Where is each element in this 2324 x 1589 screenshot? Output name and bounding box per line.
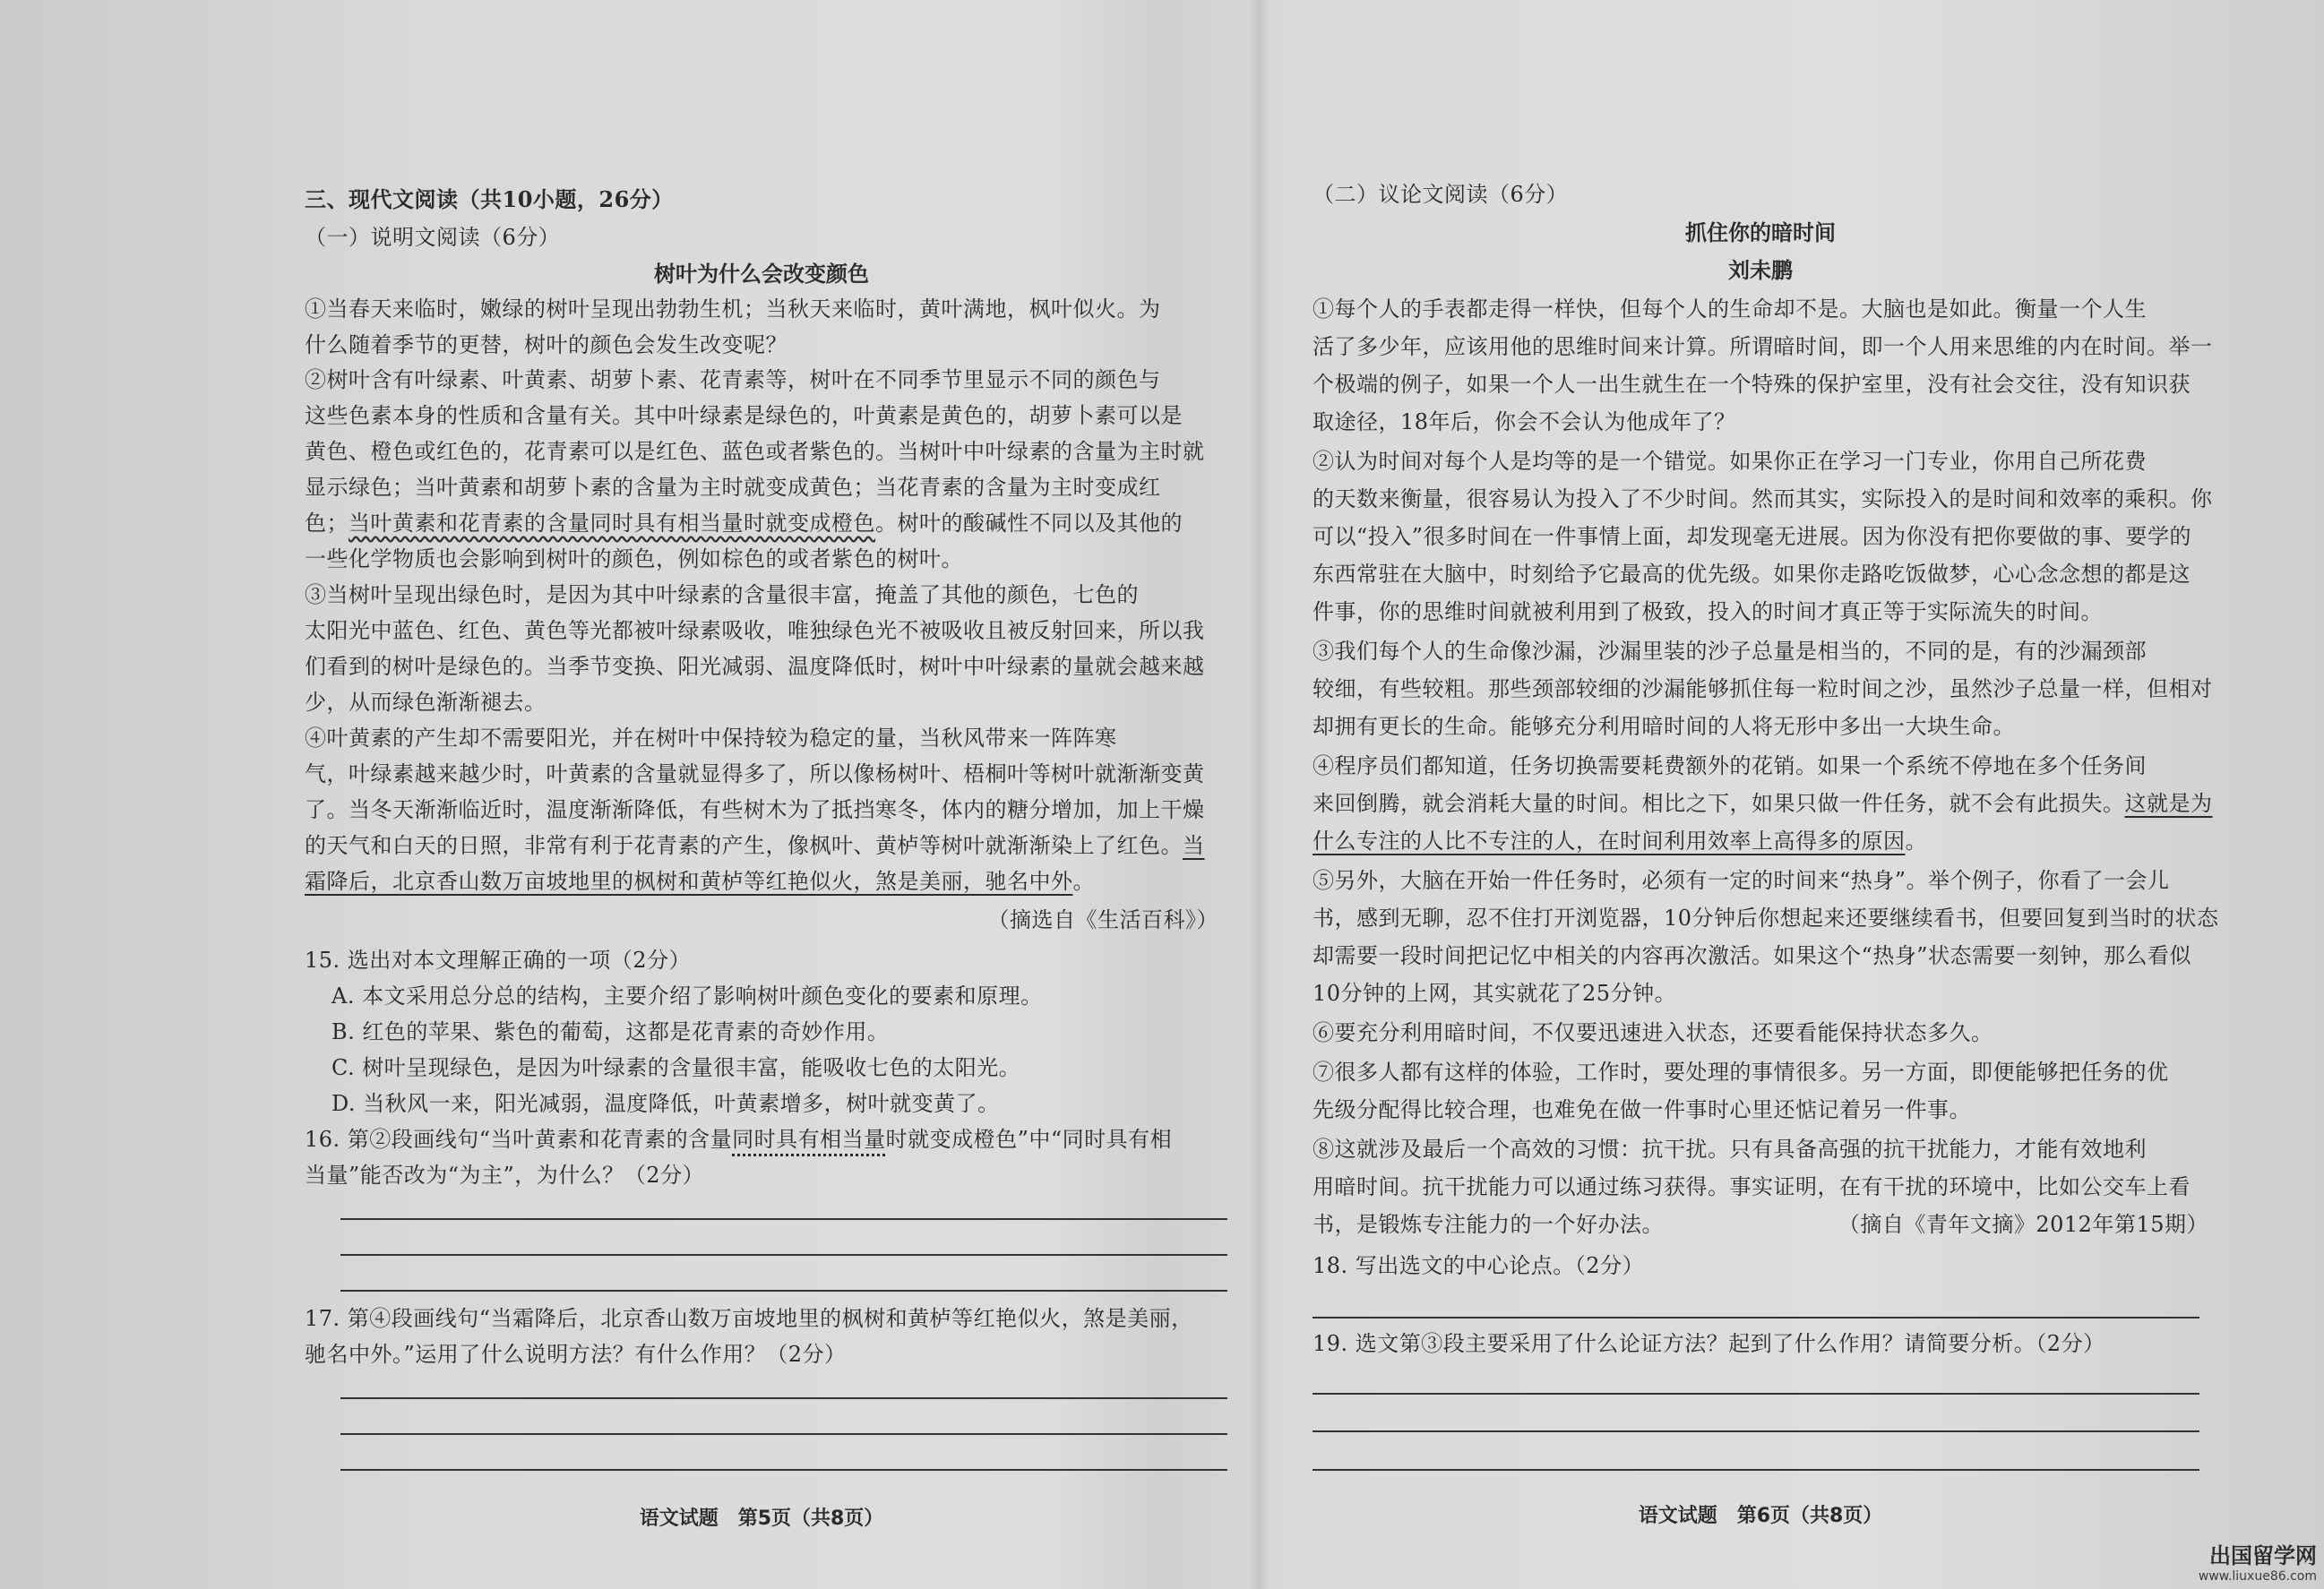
watermark-title: 出国留学网 bbox=[2209, 1543, 2317, 1568]
text-span: 。 bbox=[1905, 829, 1927, 854]
paragraph-line: 书，是锻炼专注能力的一个好办法。 bbox=[1313, 1212, 1664, 1237]
section-title: 三、现代文阅读（共10小题，26分） bbox=[305, 186, 674, 212]
answer-line bbox=[340, 1469, 1227, 1471]
answer-line bbox=[1313, 1430, 2199, 1432]
paragraph-line: ③当树叶呈现出绿色时，是因为其中叶绿素的含量很丰富，掩盖了其他的颜色，七色的 bbox=[305, 582, 1139, 607]
text-span: 。树叶的酸碱性不同以及其他的 bbox=[875, 511, 1183, 536]
page-footer: 语文试题 第6页（共8页） bbox=[1638, 1505, 1883, 1527]
paragraph-line: 东西常驻在大脑中，时刻给予它最高的优先级。如果你走路吃饭做梦，心心念念想的都是这 bbox=[1313, 562, 2191, 587]
underlined-sentence: 当 bbox=[1183, 833, 1205, 858]
paragraph-line: 先级分配得比较合理，也难免在做一件事时心里还惦记着另一件事。 bbox=[1313, 1097, 1971, 1122]
subsection-title: （二）议论文阅读（6分） bbox=[1313, 182, 1569, 207]
paragraph-line: 的天数来衡量，很容易认为投入了不少时间。然而其实，实际投入的是时间和效率的乘积。你 bbox=[1313, 486, 2213, 511]
text-span: 色； bbox=[305, 511, 349, 536]
paragraph-line: ③我们每个人的生命像沙漏，沙漏里装的沙子总量是相当的，不同的是，有的沙漏颈部 bbox=[1313, 639, 2147, 664]
watermark-logo bbox=[2199, 1538, 2317, 1584]
text-span: 的天气和白天的日照，非常有利于花青素的产生，像枫叶、黄栌等树叶就渐渐染上了红色。 bbox=[305, 833, 1183, 858]
paragraph-line: ①每个人的手表都走得一样快，但每个人的生命却不是。大脑也是如此。衡量一个人生 bbox=[1313, 296, 2147, 322]
paragraph-line: 这些色素本身的性质和含量有关。其中叶绿素是绿色的，叶黄素是黄色的，胡萝卜素可以是 bbox=[305, 403, 1183, 428]
paragraph-line: ⑧这就涉及最后一个高效的习惯：抗干扰。只有具备高强的抗干扰能力，才能有效地利 bbox=[1313, 1137, 2147, 1162]
paragraph-line: ⑦很多人都有这样的体验，工作时，要处理的事情很多。另一方面，即便能够把任务的优 bbox=[1313, 1060, 2169, 1085]
question-15: 15. 选出对本文理解正确的一项（2分） bbox=[305, 948, 692, 973]
paragraph-line: 一些化学物质也会影响到树叶的颜色，例如棕色的或者紫色的树叶。 bbox=[305, 546, 963, 571]
dotted-emphasis: 同时具有相当量 bbox=[732, 1127, 886, 1152]
article-title: 树叶为什么会改变颜色 bbox=[654, 261, 869, 287]
paragraph-line: 取途径，18年后，你会不会认为他成年了？ bbox=[1313, 409, 1736, 434]
paragraph-line: 较细，有些较粗。那些颈部较细的沙漏能够抓住每一粒时间之沙，虽然沙子总量一样，但相对 bbox=[1313, 676, 2213, 701]
paragraph-line: 活了多少年，应该用他的思维时间来计算。所谓暗时间，即一个人用来思维的内在时间。举一 bbox=[1313, 334, 2213, 359]
answer-line bbox=[340, 1254, 1227, 1256]
question-19: 19. 选文第③段主要采用了什么论证方法？起到了什么作用？请简要分析。（2分） bbox=[1313, 1331, 2105, 1356]
answer-line bbox=[1313, 1393, 2199, 1395]
underlined-sentence: 霜降后，北京香山数万亩坡地里的枫树和黄栌等红艳似火，煞是美丽，驰名中外 bbox=[305, 869, 1073, 894]
text-span: 16. 第②段画线句“当叶黄素和花青素的含量 bbox=[305, 1127, 733, 1152]
option-a: A. 本文采用总分总的结构，主要介绍了影响树叶颜色变化的要素和原理。 bbox=[331, 983, 1043, 1009]
question-17-line2: 驰名中外。”运用了什么说明方法？有什么作用？（2分） bbox=[305, 1342, 847, 1367]
text-span: 时就变成橙色”中“同时具有相 bbox=[885, 1127, 1173, 1152]
page-footer: 语文试题 第5页（共8页） bbox=[639, 1507, 884, 1530]
answer-line bbox=[340, 1290, 1227, 1292]
paragraph-line: ④程序员们都知道，任务切换需要耗费额外的花销。如果一个系统不停地在多个任务间 bbox=[1313, 753, 2147, 778]
answer-line bbox=[1313, 1317, 2199, 1318]
paragraph-line: 个极端的例子，如果一个人一出生就生在一个特殊的保护室里，没有社会交往，没有知识获 bbox=[1313, 372, 2191, 397]
answer-line bbox=[1313, 1469, 2199, 1471]
paragraph-line: 们看到的树叶是绿色的。当季节变换、阳光减弱、温度降低时，树叶中叶绿素的量就会越来越 bbox=[305, 654, 1205, 679]
article-author: 刘未鹏 bbox=[1728, 257, 1793, 283]
text-span: 来回倒腾，就会消耗大量的时间。相比之下，如果只做一件任务，就不会有此损失。 bbox=[1313, 791, 2125, 816]
source-citation: （摘自《青年文摘》2012年第15期） bbox=[1838, 1212, 2208, 1237]
paragraph-line: ②认为时间对每个人是均等的是一个错觉。如果你正在学习一门专业，你用自己所花费 bbox=[1313, 449, 2147, 474]
article-title: 抓住你的暗时间 bbox=[1685, 219, 1836, 245]
paragraph-line bbox=[305, 832, 1205, 859]
paragraph-line: 10分钟的上网，其实就花了25分钟。 bbox=[1313, 981, 1677, 1006]
paragraph-line: 却需要一段时间把记忆中相关的内容再次激活。如果这个“热身”状态需要一刻钟，那么看似 bbox=[1313, 943, 2192, 968]
paragraph-line: 却拥有更长的生命。能够充分利用暗时间的人将无形中多出一大块生命。 bbox=[1313, 714, 2015, 739]
left-page bbox=[305, 0, 1218, 1589]
paragraph-line: ②树叶含有叶绿素、叶黄素、胡萝卜素、花青素等，树叶在不同季节里显示不同的颜色与 bbox=[305, 367, 1161, 392]
underlined-sentence: 当叶黄素和花青素的含量同时具有相当量时就变成橙色 bbox=[349, 511, 875, 536]
source-citation: （摘选自《生活百科》） bbox=[987, 907, 1218, 932]
paragraph-line: 用暗时间。抗干扰能力可以通过练习获得。事实证明，在有干扰的环境中，比如公交车上看 bbox=[1313, 1174, 2191, 1199]
paragraph-line: 书，感到无聊，忍不住打开浏览器，10分钟后你想起来还要继续看书，但要回复到当时的状态 bbox=[1313, 906, 2219, 931]
paragraph-line bbox=[305, 868, 1095, 895]
answer-line bbox=[340, 1397, 1227, 1399]
paragraph-line: 可以“投入”很多时间在一件事情上面，却发现毫无进展。因为你没有把你要做的事、要学的 bbox=[1313, 524, 2192, 549]
paragraph-line: 气，叶绿素越来越少时，叶黄素的含量就显得多了，所以像杨树叶、梧桐叶等树叶就渐渐变黄 bbox=[305, 761, 1205, 786]
paragraph-line: 了。当冬天渐渐临近时，温度渐渐降低，有些树木为了抵挡寒冬，体内的糖分增加，加上干燥 bbox=[305, 797, 1205, 822]
question-17: 17. 第④段画线句“当霜降后，北京香山数万亩坡地里的枫树和黄栌等红艳似火，煞是美丽， bbox=[305, 1306, 1193, 1331]
subsection-title: （一）说明文阅读（6分） bbox=[305, 225, 561, 250]
paragraph-line: ④叶黄素的产生却不需要阳光，并在树叶中保持较为稳定的量，当秋风带来一阵阵寒 bbox=[305, 726, 1117, 751]
paragraph-line bbox=[1313, 790, 2213, 817]
paragraph-line: 件事，你的思维时间就被利用到了极致，投入的时间才真正等于实际流失的时间。 bbox=[1313, 599, 2103, 624]
paragraph-line: 黄色、橙色或红色的，花青素可以是红色、蓝色或者紫色的。当树叶中叶绿素的含量为主时就 bbox=[305, 439, 1205, 464]
underlined-sentence: 这就是为 bbox=[2124, 791, 2213, 816]
paragraph-line: ⑤另外，大脑在开始一件任务时，必须有一定的时间来“热身”。举个例子，你看了一会儿 bbox=[1313, 868, 2170, 893]
answer-line bbox=[340, 1433, 1227, 1435]
paragraph-line: ①当春天来临时，嫩绿的树叶呈现出勃勃生机；当秋天来临时，黄叶满地，枫叶似火。为 bbox=[305, 296, 1161, 322]
question-16-line2: 当量”能否改为“为主”，为什么？（2分） bbox=[305, 1163, 705, 1188]
watermark-url: www.liuxue86.com bbox=[2198, 1569, 2317, 1584]
paragraph-line: ⑥要充分利用暗时间，不仅要迅速进入状态，还要看能保持状态多久。 bbox=[1313, 1020, 1993, 1045]
paragraph-line bbox=[305, 510, 1183, 537]
option-d: D. 当秋风一来，阳光减弱，温度降低，叶黄素增多，树叶就变黄了。 bbox=[331, 1091, 1000, 1116]
paragraph-line: 什么随着季节的更替，树叶的颜色会发生改变呢？ bbox=[305, 332, 788, 357]
option-c: C. 树叶呈现绿色，是因为叶绿素的含量很丰富，能吸收七色的太阳光。 bbox=[331, 1055, 1021, 1080]
option-b: B. 红色的苹果、紫色的葡萄，这都是花青素的奇妙作用。 bbox=[331, 1019, 890, 1044]
paragraph-line bbox=[1313, 828, 1927, 855]
page-fold-shadow bbox=[1247, 0, 1270, 1589]
paragraph-line: 显示绿色；当叶黄素和胡萝卜素的含量为主时就变成黄色；当花青素的含量为主时变成红 bbox=[305, 475, 1161, 500]
right-page bbox=[1313, 0, 2219, 1589]
question-18: 18. 写出选文的中心论点。（2分） bbox=[1313, 1253, 1645, 1278]
question-16 bbox=[305, 1126, 1172, 1153]
text-span: 。 bbox=[1072, 869, 1095, 894]
underlined-sentence: 什么专注的人比不专注的人，在时间利用效率上高得多的原因 bbox=[1313, 829, 1906, 854]
paragraph-line: 太阳光中蓝色、红色、黄色等光都被叶绿素吸收，唯独绿色光不被吸收且被反射回来，所以我 bbox=[305, 618, 1205, 643]
paragraph-line: 少，从而绿色渐渐褪去。 bbox=[305, 690, 547, 715]
answer-line bbox=[340, 1218, 1227, 1220]
